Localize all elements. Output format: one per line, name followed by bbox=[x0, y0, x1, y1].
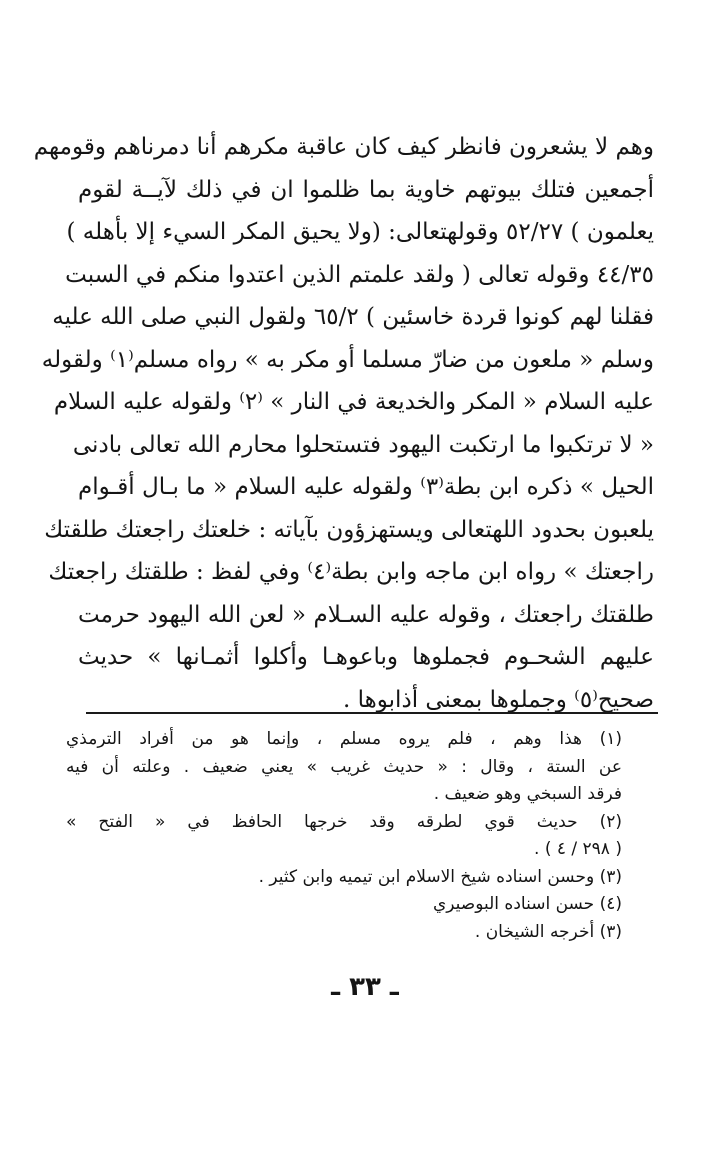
main-text-block bbox=[33, 126, 654, 721]
footnote-divider bbox=[86, 712, 658, 714]
text-line: راجعتك » رواه ابن ماجه وابن بطة⁽٤⁾ وفي لفظ : طلقتك راجعتك bbox=[48, 559, 654, 585]
footnote-line: عن الستة ، وقال : « حديث غريب » يعني ضعيف . وعلته أن فيه bbox=[66, 756, 622, 777]
footnote-line: ( ٢٩٨ / ٤ ) . bbox=[534, 839, 622, 859]
text-line: ٤٤/٣٥ وقوله تعالى ( ولقد علمتم الذين اعتدوا منكم في السبت bbox=[65, 261, 654, 288]
footnote-line: فرقد السبخي وهو ضعيف . bbox=[433, 784, 622, 804]
text-line: صحيح⁽٥⁾ وجملوها بمعنى أذابوها . bbox=[343, 686, 654, 713]
footnote-line: (١) هذا وهم ، فلم يروه مسلم ، وإنما هو من أفراد الترمذي bbox=[66, 729, 622, 749]
text-line: عليهم الشحـوم فجملوها وباعوهـا وأكلوا أثمـانها » حديث bbox=[78, 644, 654, 670]
text-line: عليه السلام « المكر والخديعة في النار » ⁽٢⁾ ولقوله عليه السلام bbox=[53, 389, 654, 415]
footnote-line: (٣) أخرجه الشيخان . bbox=[474, 921, 622, 942]
text-line: وهم لا يشعرون فانظر كيف كان عاقبة مكرهم أنا دمرناهم وقومهم bbox=[33, 134, 654, 160]
page-number: ـ ٣٣ ـ bbox=[331, 972, 399, 1002]
text-line: « لا ترتكبوا ما ارتكبت اليهود فتستحلوا محارم الله تعالى بادنى bbox=[72, 431, 654, 458]
text-line: فقلنا لهم كونوا قردة خاسئين ) ٦٥/٢ ولقول النبي صلى الله عليه bbox=[52, 304, 654, 330]
text-line: وسلم « ملعون من ضارّ مسلما أو مكر به » رواه مسلم⁽١⁾ ولقوله bbox=[41, 346, 654, 373]
footnote-line: (٢) حديث قوي لطرقه وقد خرجها الحافظ في « الفتح » bbox=[66, 811, 622, 832]
footnote-line: (٣) وحسن اسناده شيخ الاسلام ابن تيميه وابن كثير . bbox=[258, 866, 622, 887]
text-line: الحيل » ذكره ابن بطة⁽٣⁾ ولقوله عليه السلام « ما بـال أقـوام bbox=[78, 474, 654, 500]
footnote-line: (٤) حسن اسناده البوصيري bbox=[432, 894, 622, 914]
text-line: يلعبون بحدود اللهتعالى ويستهزؤون بآياته : خلعتك راجعتك طلقتك bbox=[44, 516, 654, 543]
text-line: أجمعين فتلك بيوتهم خاوية بما ظلموا ان في ذلك لآيــة لقوم bbox=[78, 176, 654, 203]
footnotes-block bbox=[66, 726, 622, 946]
text-line: يعلمون ) ٥٢/٢٧ وقولهتعالى: (ولا يحيق المكر السيء إلا بأهله ) bbox=[66, 219, 654, 245]
text-line: طلقتك راجعتك ، وقوله عليه السـلام « لعن الله اليهود حرمت bbox=[78, 601, 654, 628]
